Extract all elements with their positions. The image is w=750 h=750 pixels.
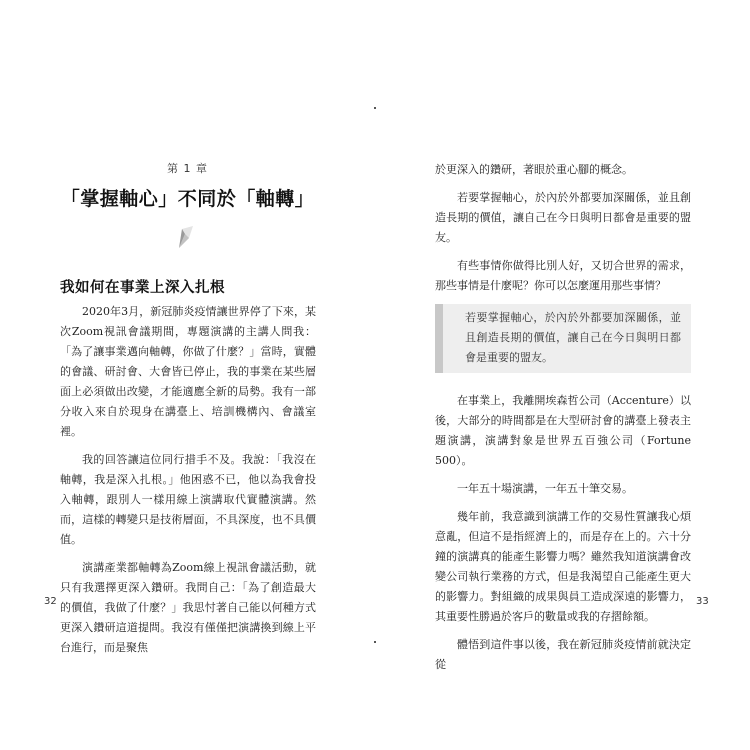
paragraph: 體悟到這件事以後，我在新冠肺炎疫情前就決定從 xyxy=(435,638,691,671)
page-number-left: 32 xyxy=(44,596,57,607)
paragraph: 一年五十場演講，一年五十筆交易。 xyxy=(457,482,633,495)
pull-quote-text: 若要掌握軸心，於內於外都要加深關係，並且創造長期的價值，讓自己在今日與明日都會是重要的盟友。 xyxy=(465,311,681,364)
chapter-title: 「掌握軸心」不同於「軸轉」 xyxy=(60,188,315,210)
section-heading: 我如何在事業上深入扎根 xyxy=(60,280,225,296)
paragraph: 於更深入的鑽研，著眼於重心腳的概念。 xyxy=(435,163,633,176)
paragraph: 2020年3月，新冠肺炎疫情讓世界停了下來，某次Zoom視訊會議期間，專題演講的主講人問我：「為了讓事業邁向軸轉，你做了什麼？」當時，實體的會議、研討會、大會皆已停止，我的事業在某些層面上必須做出改變，才能適應全新的局勢。我有一部分收入來自於現身在講臺上、培訓機構內、會議室裡。 xyxy=(60,305,316,438)
left-body-text xyxy=(60,302,316,666)
chapter-ornament-icon xyxy=(176,225,198,251)
chapter-label: 第 1 章 xyxy=(167,162,208,175)
paragraph: 演講產業都軸轉為Zoom線上視訊會議活動，就只有我選擇更深入鑽研。我問自己：「為了創造最大的價值，我做了什麼？」我思忖著自己能以何種方式更深入鑽研這道提問。我沒有僅僅把演講換到線上平台進行，而是聚焦 xyxy=(60,561,316,654)
right-body-text xyxy=(435,160,691,683)
paragraph: 有些事情你做得比別人好，又切合世界的需求，那些事情是什麼呢？你可以怎麼運用那些事情？ xyxy=(435,259,691,292)
paragraph: 在事業上，我離開埃森哲公司（Accenture）以後，大部分的時間都是在大型研討會的講臺上發表主題演講，演講對象是世界五百強公司（Fortune 500）。 xyxy=(435,394,691,467)
paragraph: 若要掌握軸心，於內於外都要加深關係，並且創造長期的價值，讓自己在今日與明日都會是重要的盟友。 xyxy=(435,191,691,244)
paragraph: 我的回答讓這位同行措手不及。我說：「我沒在軸轉，我是深入扎根。」他困惑不已，他以為我會投入軸轉，跟別人一樣用線上演講取代實體演講。然而，這樣的轉變只是技術層面，不具深度，也不具價值。 xyxy=(60,453,316,546)
pull-quote xyxy=(435,304,691,373)
page-number-right: 33 xyxy=(696,596,709,607)
paragraph: 幾年前，我意識到演講工作的交易性質讓我心煩意亂，但這不是指經濟上的，而是存在上的。六十分鐘的演講真的能產生影響力嗎？雖然我知道演講會改變公司執行業務的方式，但是我渴望自己能產生更大的影響力。對組織的成果與員工造成深遠的影響力，其重要性勝過於客戶的數量或我的存摺餘額。 xyxy=(435,510,691,623)
